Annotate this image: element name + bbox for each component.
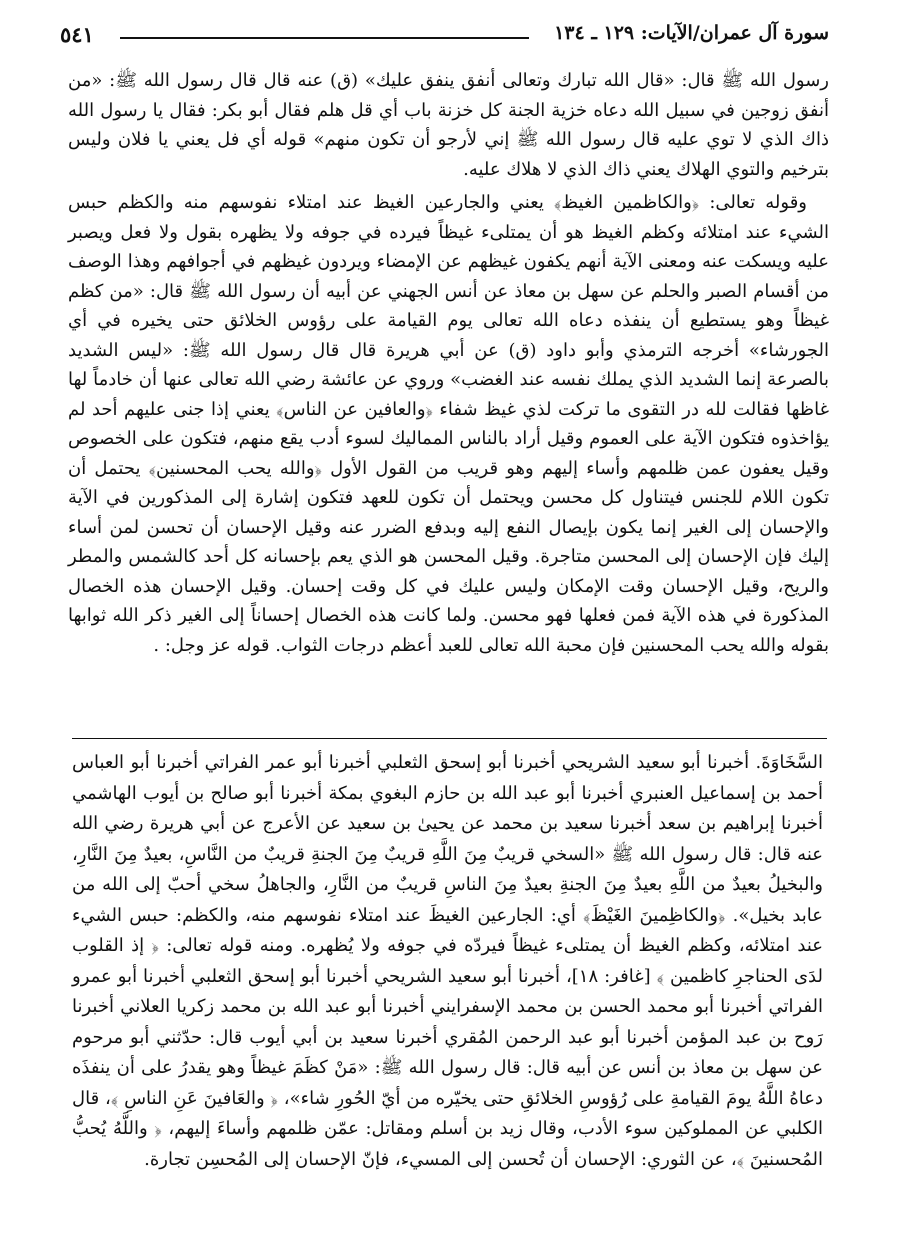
page-number: ٥٤١: [60, 22, 94, 47]
header-rule: [120, 37, 529, 39]
running-header: [60, 22, 829, 52]
footnote-section: [72, 748, 823, 1175]
footnote-paragraph: السَّخَاوَةَ. أخبرنا أبو سعيد الشريحي أخبرنا أبو إسحق الثعلبي أخبرنا أبو عمر الفراتي أخبرنا أبو العباس أحمد بن إسماعيل العنبري أخبرنا أبو عبد الله بن حازم البغوي بمكة أخبرنا أبو صالح بن أيوب الهاشمي أخبرنا إبراهيم بن سعد أخبرنا سعيد بن محمد عن يحيىٰ بن سعيد عن الأعرج عن أبي هريرة رضي الله عنه قال: قال رسول الله ﷺ «السخي قريبٌ مِنَ اللَّهِ قريبٌ مِنَ الجنةِ قريبٌ من النَّاسِ، بعيدٌ مِنَ النَّارِ، والبخيلُ بعيدٌ من اللَّهِ بعيدٌ مِنَ الجنةِ بعيدٌ مِنَ الناسِ قريبٌ من النَّارِ، والجاهلُ سخي أحبّ إلى الله من عابد بخيل». ﴿والكاظِمينَ الغَيْظَ﴾ أي: الجارعين الغيظَ عند امتلاء نفوسهم منه، والكظم: حبس الشيء عند امتلائه، وكظم الغيظ أن يمتلىء غيظاً فيردّه في جوفه ولا يُظهره. ومنه قوله تعالى: ﴿ إذ القلوب لدَى الحناجرِ كاظمين ﴾ [غافر: ١٨]، أخبرنا أبو سعيد الشريحي أخبرنا أبو إسحق الثعلبي أخبرنا أبو عمرو الفراتي أخبرنا أبو محمد الحسن بن محمد الإسفرايني أخبرنا أبو عبد الله بن محمد زكريا العلاني أخبرنا رَوح بن عبد المؤمن أخبرنا أبو عبد الرحمن المُقري أخبرنا سعيد بن أبي أيوب قال: حدّثني أبو مرحوم عن سهل بن معاذ بن أنس عن أبيه قال: قال رسول الله ﷺ: «مَنْ كظَمَ غيظاً وهو يقدرُ على أن ينفذَه دعاهُ اللَّهُ يومَ القيامةِ على رُؤوسِ الخلائقِ حتى يخيّره من أيّ الحُورِ شاء»، ﴿ والعَافينَ عَنِ الناسِ ﴾، قال الكلبي عن المملوكين سوء الأدب، وقال زيد بن أسلم ومقاتل: عمّن ظلمهم وأساءَ إليهم، ﴿ واللَّهُ يُحبُّ المُحسنينَ ﴾، عن الثوري: الإحسان أن تُحسن إلى المسيء، فإنّ الإحسان إلى المُحسِن تجارة.: [72, 752, 823, 1170]
paragraph: وقوله تعالى: ﴿والكاظمين الغيظ﴾ يعني والجارعين الغيظ عند امتلاء نفوسهم منه والكظم حبس الشيء عند امتلائه وكظم الغيظ هو أن يمتلىء غيظاً فيرده في جوفه ولا يظهره بقول ولا فعل ويصبر عليه ويسكت عنه ومعنى الآية أنهم يكفون غيظهم عن الإمضاء ويردون غيظهم في أجوافهم وهذا الوصف من أقسام الصبر والحلم عن سهل بن معاذ عن أنس الجهني عن أبيه أن رسول الله ﷺ قال: «من كظم غيظاً وهو يستطيع أن ينفذه دعاه الله تعالى يوم القيامة على رؤوس الخلائق حتى يخيره في أي الجورشاء» أخرجه الترمذي وأبو داود (ق) عن أبي هريرة قال قال رسول الله ﷺ: «ليس الشديد بالصرعة إنما الشديد الذي يملك نفسه عند الغضب» وروي عن عائشة رضي الله تعالى عنها أن خادماً لها غاظها فقالت لله در التقوى ما تركت لذي غيظ شفاء ﴿والعافين عن الناس﴾ يعني إذا جنى عليهم أحد لم يؤاخذوه فتكون الآية على العموم وقيل أراد بالناس المماليك لسوء أدب يقع منهم، فتكون على الخصوص وقيل يعفون عمن ظلمهم وأساء إليهم وهو قريب من القول الأول ﴿والله يحب المحسنين﴾ يحتمل أن تكون اللام للجنس فيتناول كل محسن ويحتمل أن تكون للعهد فتكون إشارة إلى المذكورين في الآية والإحسان إلى الغير إنما يكون بإيصال النفع إليه وبدفع الضرر عنه وقيل الإحسان أن تحسن لمن أساء إليك فإن الإحسان إلى المحسن متاجرة. وقيل المحسن هو الذي يعم بإحسانه كل أحد كالشمس والمطر والريح، وقيل الإحسان وقت الإمكان وليس عليك في كل وقت إحسان. وقيل الإحسان هذه الخصال المذكورة في هذه الآية فمن فعلها فهو محسن. ولما كانت هذه الخصال إحساناً إلى الغير ذكر الله ثوابها بقوله والله يحب المحسنين فإن محبة الله تعالى للعبد أعظم درجات الثواب. قوله عز وجل: .: [68, 192, 829, 656]
commentary-body: [68, 66, 829, 660]
paragraph: رسول الله ﷺ قال: «قال الله تبارك وتعالى أنفق ينفق عليك» (ق) عنه قال قال رسول الله ﷺ: «من أنفق زوجين في سبيل الله دعاه خزية الجنة كل خزنة باب أي قل هلم فقال أبو بكر: فقال يا رسول الله ذاك الذي لا توي عليه قال رسول الله ﷺ إني لأرجو أن تكون منهم» قوله أي فل يعني يا فلان وليس بترخيم والتوي الهلاك يعني ذاك الذي لا هلاك عليه.: [68, 70, 829, 180]
surah-verses-title: سورة آل عمران/الآيات: ١٢٩ ـ ١٣٤: [554, 22, 829, 44]
footnote-separator: [72, 738, 827, 739]
